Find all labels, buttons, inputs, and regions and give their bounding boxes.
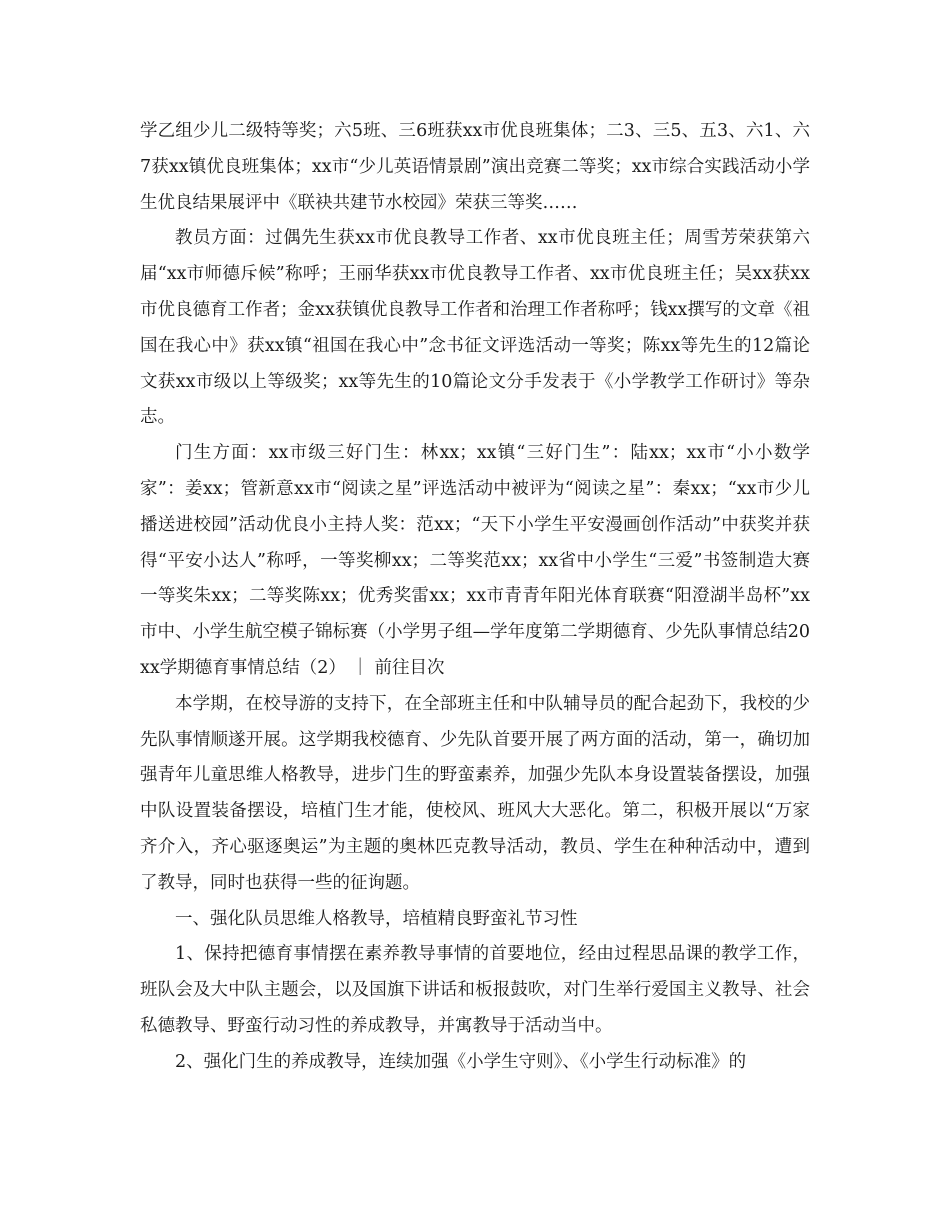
paragraph-teacher-awards: 教员方面：过偶先生获xx市优良教导工作者、xx市优良班主任；周雪芳荣获第六届“xx市师德斥候”称呼；王丽华获xx市优良教导工作者、xx市优良班主任；吴xx获xx市优良德育工作者；金xx获镇优良教导工作者和治理工作者称呼；钱xx撰写的文章《祖国在我心中》获xx镇“祖国在我心中”念书征文评选活动一等奖；陈xx等先生的12篇论文获xx市级以上等级奖；xx等先生的10篇论文分手发表于《小学教学工作研讨》等杂志。 bbox=[140, 228, 810, 428]
paragraph-semester-summary: 本学期，在校导游的支持下，在全部班主任和中队辅导员的配合起劲下，我校的少先队事情顺遂开展。这学期我校德育、少先队首要开展了两方面的活动，第一，确切加强青年儿童思维人格教导，进步门生的野蛮素养，加强少先队本身设置装备摆设，加强中队设置装备摆设，培植门生才能，使校风、班风大大恶化。第二，积极开展以“万家齐介入，齐心驱逐奥运”为主题的奥林匹克教导活动，教员、学生在种种活动中，遭到了教导，同时也获得一些的征询题。 bbox=[140, 693, 810, 893]
paragraph-student-awards: 门生方面：xx市级三好门生：林xx；xx镇“三好门生”：陆xx；xx市“小小数学家”：姜xx；管新意xx市“阅读之星”评选活动中被评为“阅读之星”：秦xx；“xx市少儿播送进校园”活动优良小主持人奖：范xx；“天下小学生平安漫画创作活动”中获奖并获得“平安小达人”称呼，一等奖柳xx；二等奖范xx；xx省中小学生“三爱”书签制造大赛一等奖朱xx；二等奖陈xx；优秀奖雷xx；xx市青青年阳光体育联赛“阳澄湖半岛杯”xx市中、小学生航空模子锦标赛（小学男子组—学年度第二学期德育、少先队事情总结20xx学期德育事情总结（2） ｜ 前往目次 bbox=[140, 443, 810, 678]
paragraph-item-1: 1、保持把德育事情摆在素养教导事情的首要地位，经由过程思品课的教学工作，班队会及大中队主题会，以及国旗下讲话和板报鼓吹，对门生举行爱国主义教导、社会私德教导、野蛮行动习性的养成教导，并寓教导于活动当中。 bbox=[140, 944, 810, 1036]
section-heading-1: 一、强化队员思维人格教导，培植精良野蛮礼节习性 bbox=[175, 908, 578, 929]
paragraph-awards-classes: 学乙组少儿二级特等奖；六5班、三6班获xx市优良班集体；二3、三5、五3、六1、六7获xx镇优良班集体；xx市“少儿英语情景剧”演出竞赛二等奖；xx市综合实践活动小学生优良结果展评中《联袂共建节水校园》荣获三等奖…… bbox=[140, 121, 810, 213]
paragraph-item-2: 2、强化门生的养成教导，连续加强《小学生守则》、《小学生行动标准》的 bbox=[175, 1051, 747, 1072]
